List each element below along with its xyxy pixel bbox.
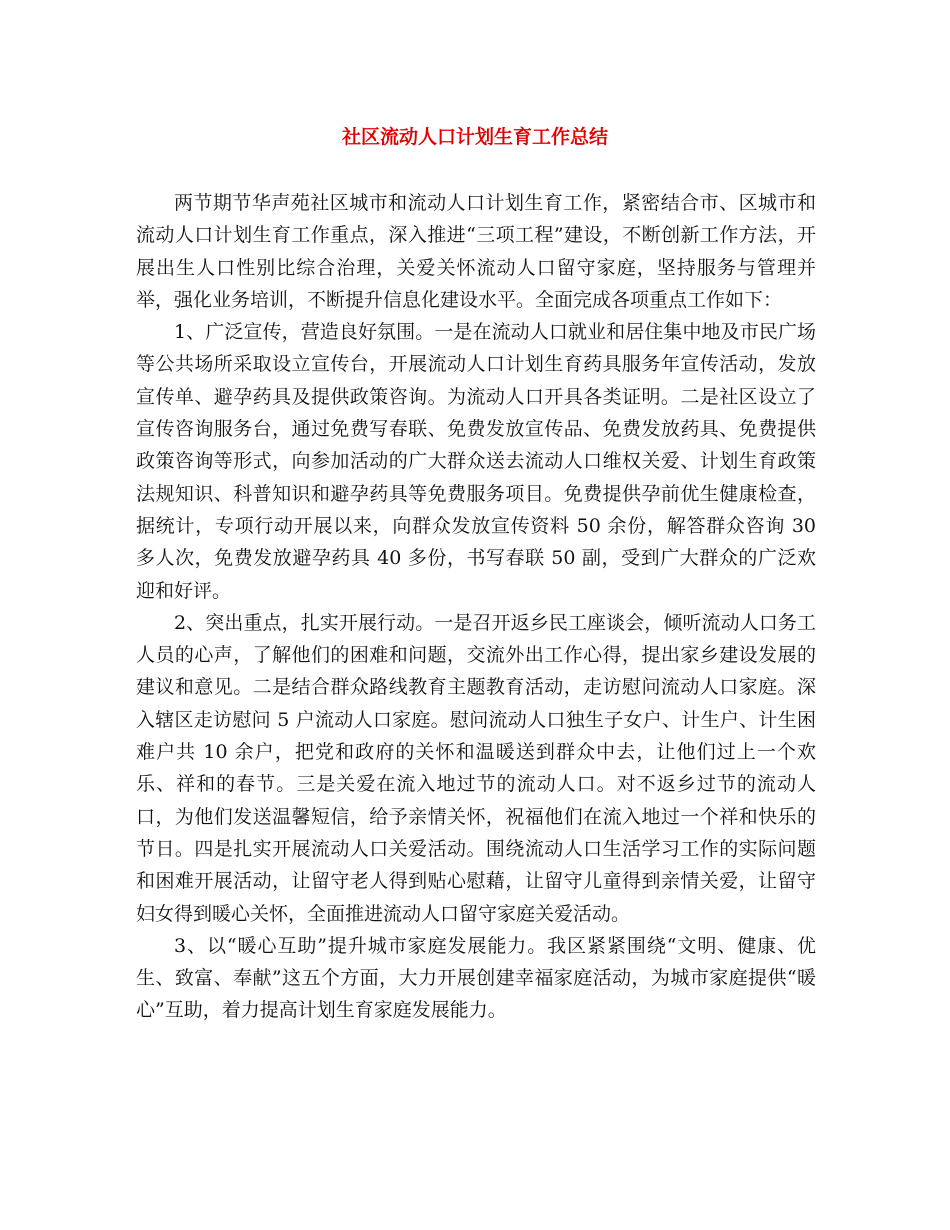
document-body [136,187,816,1027]
paragraph-section-2: 2、突出重点，扎实开展行动。一是召开返乡民工座谈会，倾听流动人口务工人员的心声，了解他们的困难和问题，交流外出工作心得，提出家乡建设发展的建议和意见。二是结合群众路线教育主题教育活动，走访慰问流动人口家庭。深入辖区走访慰问 5 户流动人口家庭。慰问流动人口独生子女户、计生户、计生困难户共 10 余户，把党和政府的关怀和温暖送到群众中去，让他们过上一个欢乐、祥和的春节。三是关爱在流入地过节的流动人口。对不返乡过节的流动人口，为他们发送温馨短信，给予亲情关怀，祝福他们在流入地过一个祥和快乐的节日。四是扎实开展流动人口关爱活动。围绕流动人口生活学习工作的实际问题和困难开展活动，让留守老人得到贴心慰藉，让留守儿童得到亲情关爱，让留守妇女得到暖心关怀，全面推进流动人口留守家庭关爱活动。 [136,611,816,925]
paragraph-section-1: 1、广泛宣传，营造良好氛围。一是在流动人口就业和居住集中地及市民广场等公共场所采取设立宣传台，开展流动人口计划生育药具服务年宣传活动，发放宣传单、避孕药具及提供政策咨询。为流动人口开具各类证明。二是社区设立了宣传咨询服务台，通过免费写春联、免费发放宣传品、免费发放药具、免费提供政策咨询等形式，向参加活动的广大群众送去流动人口维权关爱、计划生育政策法规知识、科普知识和避孕药具等免费服务项目。免费提供孕前优生健康检查，据统计，专项行动开展以来，向群众发放宣传资料 50 余份，解答群众咨询 30 多人次，免费发放避孕药具 40 多份，书写春联 50 副，受到广大群众的广泛欢迎和好评。 [136,321,816,602]
paragraph-intro: 两节期节华声苑社区城市和流动人口计划生育工作，紧密结合市、区城市和流动人口计划生育工作重点，深入推进“三项工程”建设，不断创新工作方法，开展出生人口性别比综合治理，关爱关怀流动人口留守家庭，坚持服务与管理并举，强化业务培训，不断提升信息化建设水平。全面完成各项重点工作如下： [136,192,816,311]
paragraph-section-3: 3、以“暖心互助”提升城市家庭发展能力。我区紧紧围绕“文明、健康、优生、致富、奉献”这五个方面，大力开展创建幸福家庭活动，为城市家庭提供“暖心”互助，着力提高计划生育家庭发展能力。 [136,934,816,1022]
document-title: 社区流动人口计划生育工作总结 [341,126,608,148]
